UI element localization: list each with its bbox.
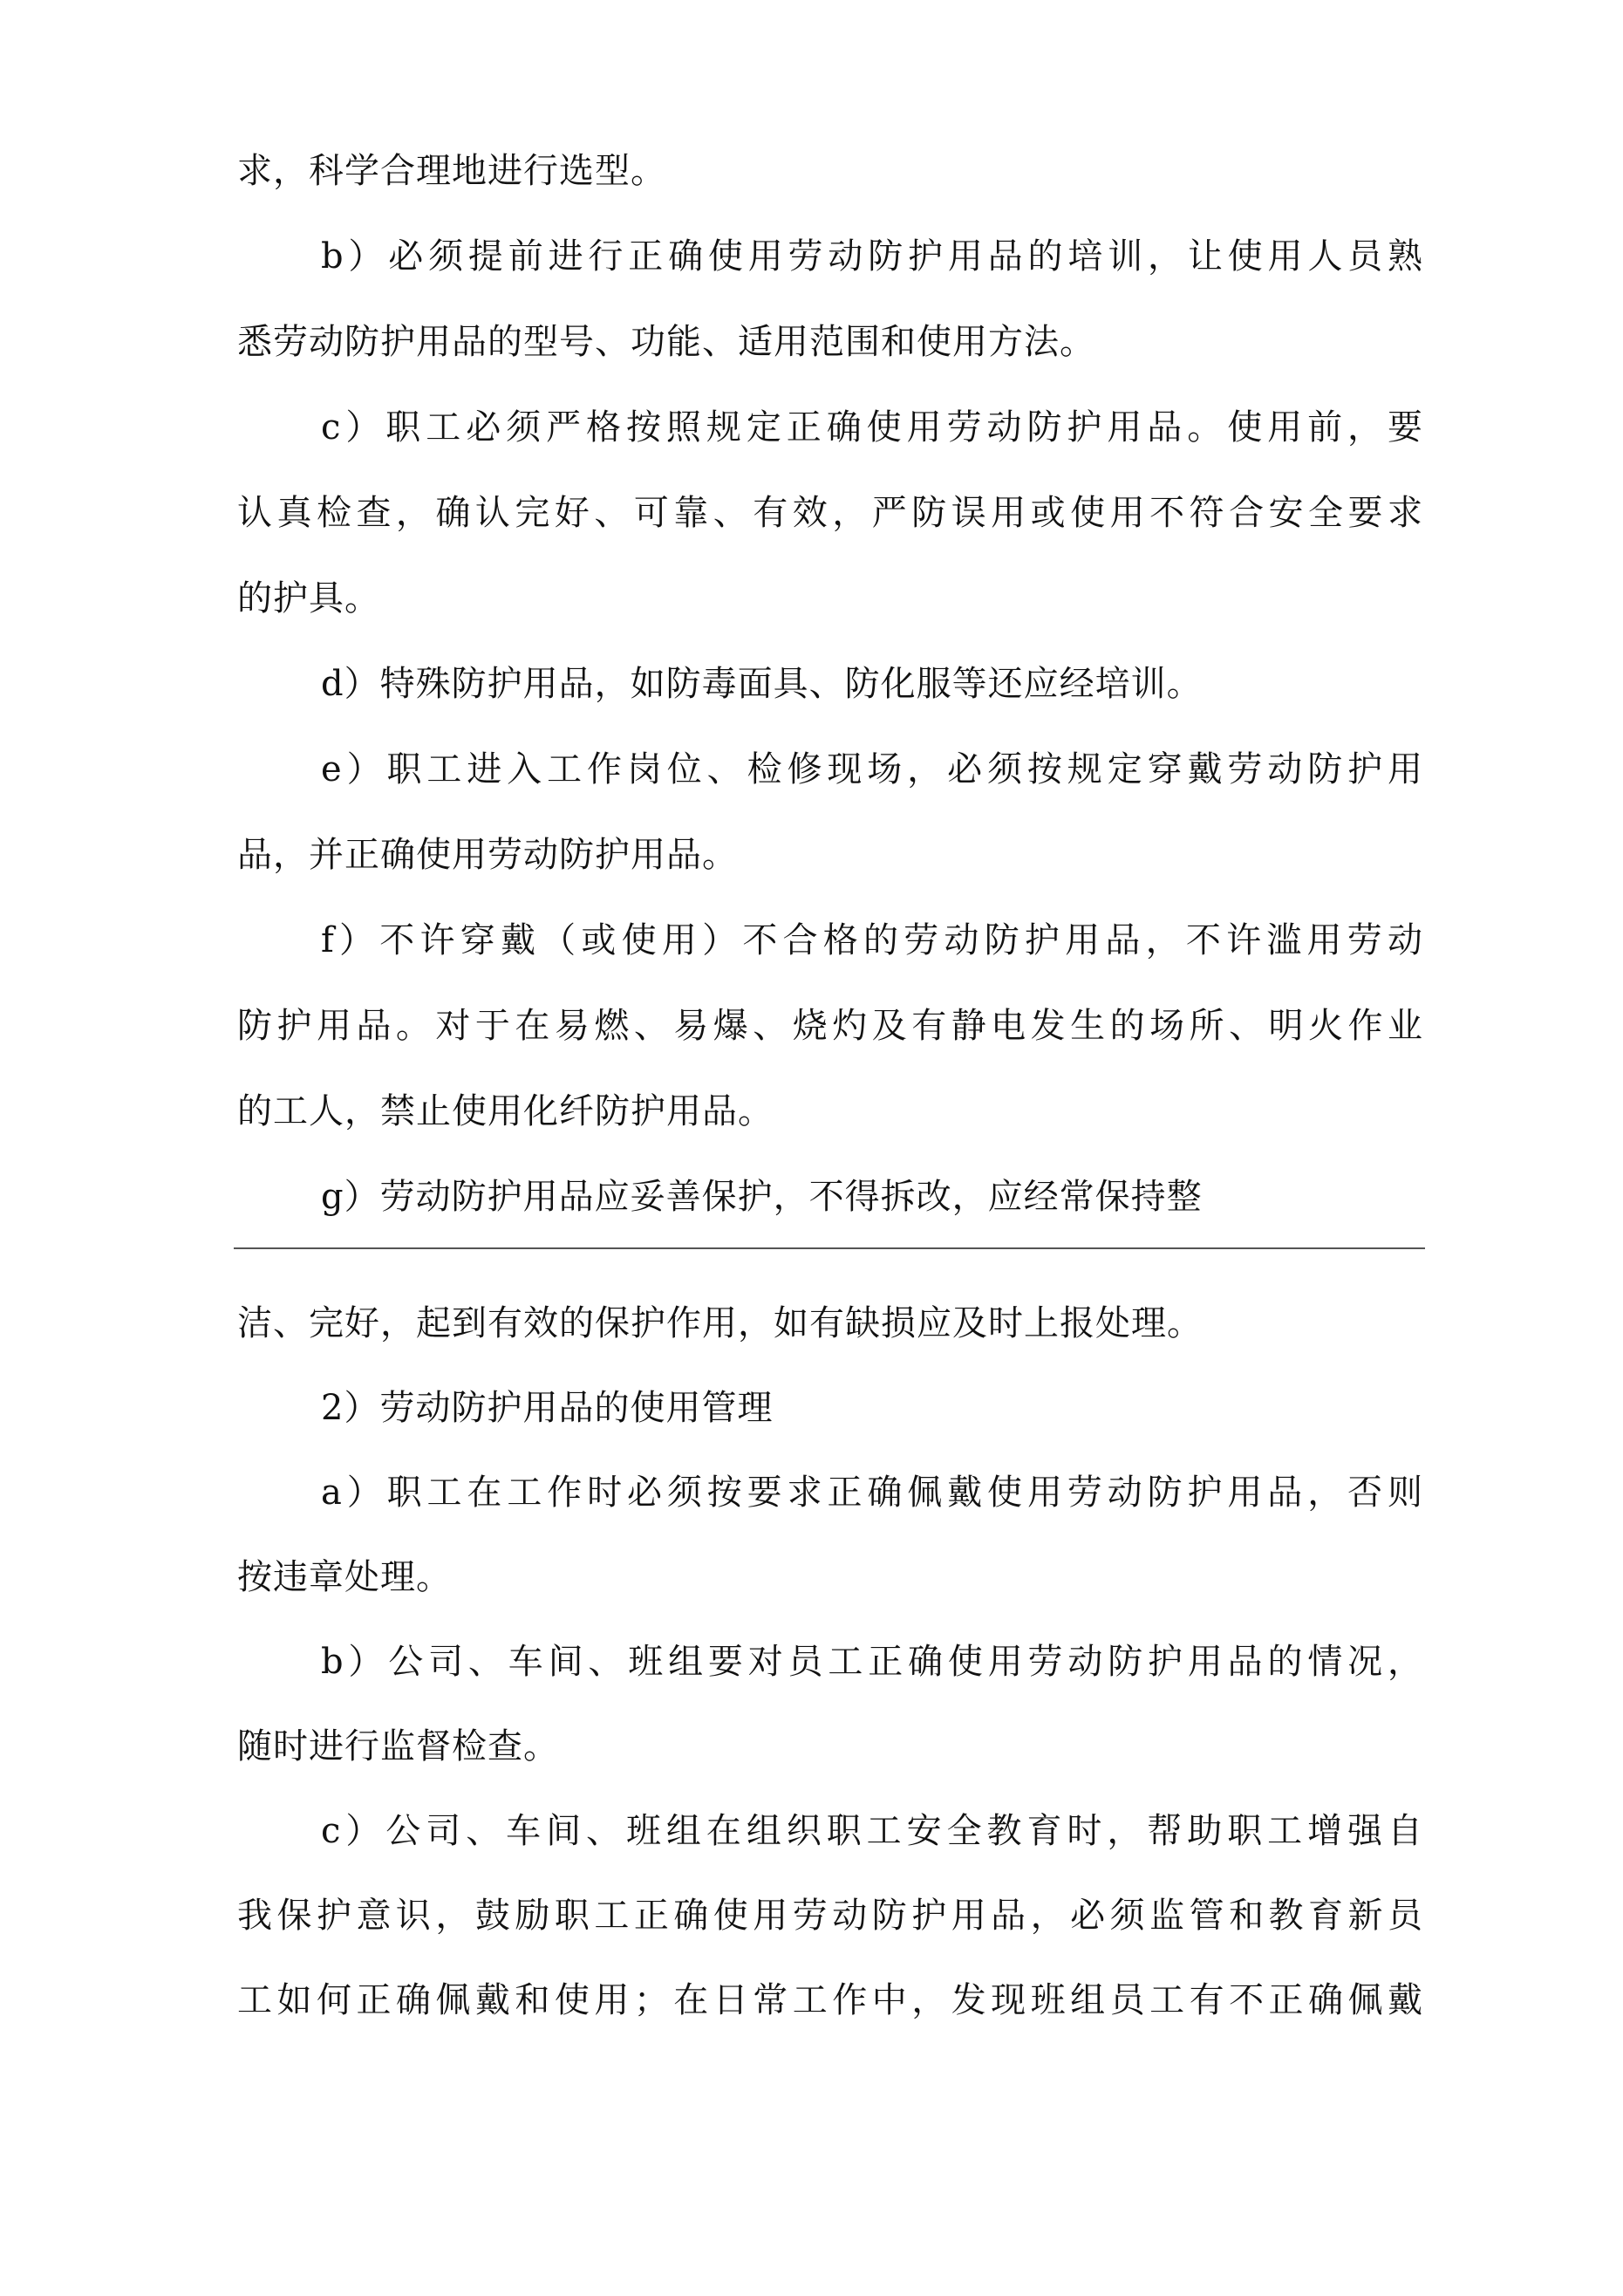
text-line: g）劳动防护用品应妥善保护，不得拆改，应经常保持整 (321, 1177, 1203, 1217)
text-line: d）特殊防护用品，如防毒面具、防化服等还应经培训。 (321, 664, 1203, 704)
text-line: 防护用品。对于在易燃、易爆、烧灼及有静电发生的场所、明火作业 (237, 1006, 1423, 1046)
text-line: 的护具。 (237, 578, 380, 618)
text-line: f）不许穿戴（或使用）不合格的劳动防护用品，不许滥用劳动 (321, 920, 1423, 960)
text-line: a）职工在工作时必须按要求正确佩戴使用劳动防护用品，否则 (321, 1473, 1423, 1513)
text-line: 按违章处理。 (237, 1557, 452, 1597)
text-line: 2）劳动防护用品的使用管理 (321, 1388, 774, 1428)
text-line: c）职工必须严格按照规定正确使用劳动防护用品。使用前，要 (321, 407, 1423, 448)
text-line: 的工人，禁止使用化纤防护用品。 (237, 1091, 774, 1131)
text-line: 洁、完好，起到有效的保护作用，如有缺损应及时上报处理。 (237, 1303, 1203, 1343)
text-line: 随时进行监督检查。 (237, 1726, 559, 1766)
page-divider (234, 1247, 1425, 1249)
text-line: b）必须提前进行正确使用劳动防护用品的培训，让使用人员熟 (321, 236, 1423, 277)
text-line: e）职工进入工作岗位、检修现场，必须按规定穿戴劳动防护用 (321, 749, 1423, 789)
text-line: 认真检查，确认完好、可靠、有效，严防误用或使用不符合安全要求 (237, 493, 1423, 533)
text-line: c）公司、车间、班组在组织职工安全教育时，帮助职工增强自 (321, 1811, 1423, 1851)
text-line: 悉劳动防护用品的型号、功能、适用范围和使用方法。 (237, 322, 1095, 362)
text-line: 求，科学合理地进行选型。 (237, 151, 666, 191)
text-line: 品，并正确使用劳动防护用品。 (237, 835, 738, 875)
text-line: b）公司、车间、班组要对员工正确使用劳动防护用品的情况， (321, 1642, 1423, 1682)
text-line: 我保护意识，鼓励职工正确使用劳动防护用品，必须监管和教育新员 (237, 1896, 1423, 1936)
text-line: 工如何正确佩戴和使用；在日常工作中，发现班组员工有不正确佩戴 (237, 1980, 1423, 2020)
